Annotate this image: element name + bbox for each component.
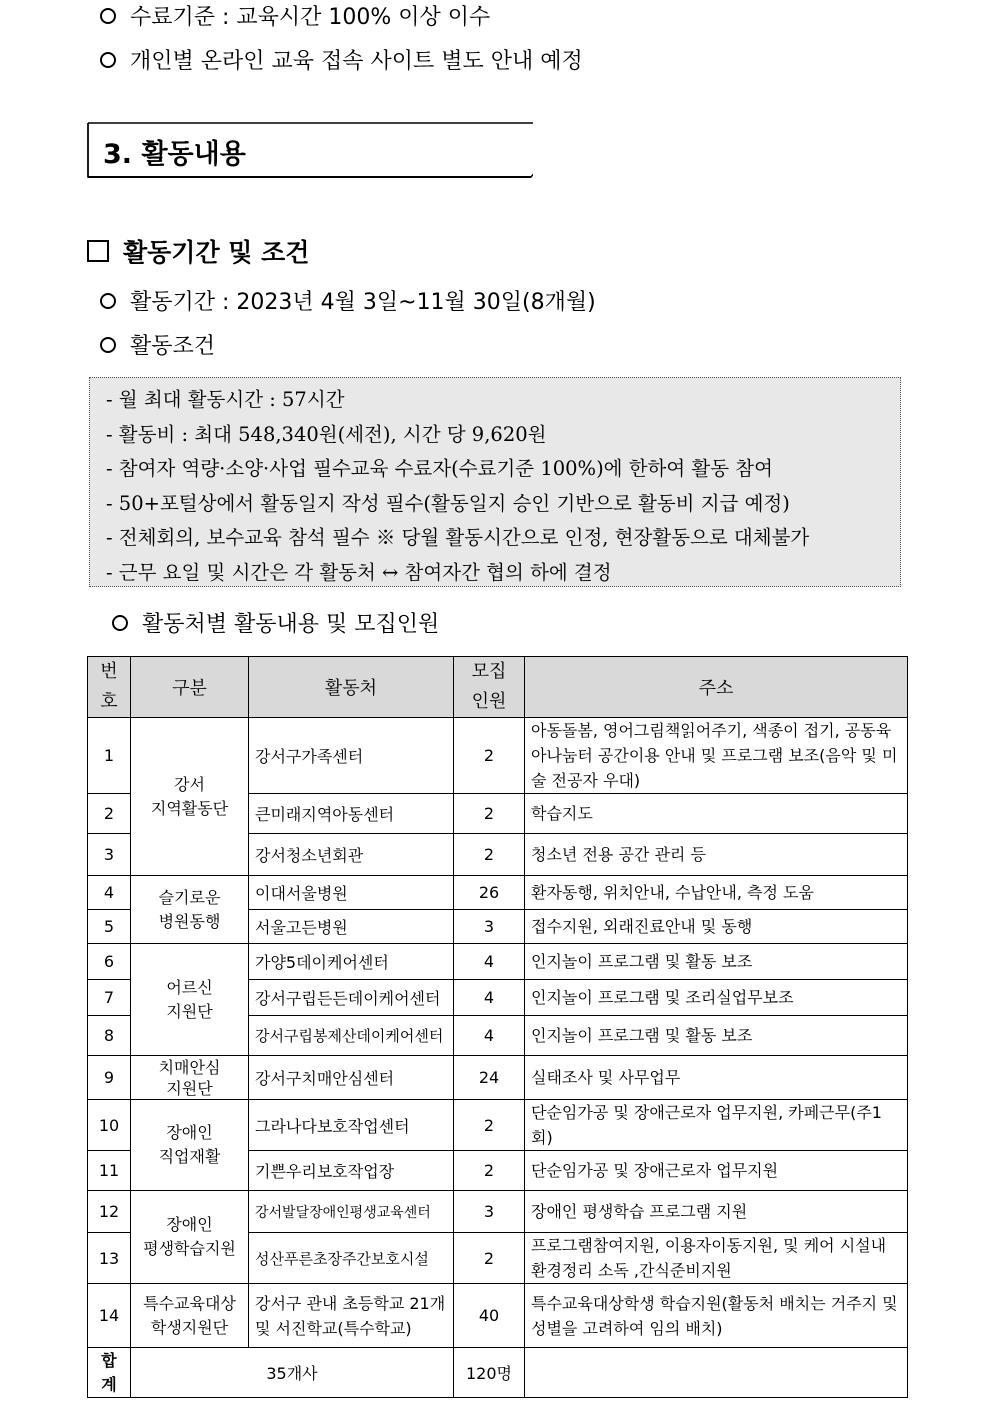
row-desc: 인지놀이 프로그램 및 조리실업무보조 (525, 980, 908, 1016)
row-place: 강서구 관내 초등학교 21개 및 서진학교(특수학교) (249, 1284, 454, 1348)
total-label: 합 계 (88, 1348, 131, 1398)
total-places: 35개사 (131, 1348, 454, 1398)
row-desc: 접수지원, 외래진료안내 및 동행 (525, 910, 908, 944)
table-row (88, 1284, 908, 1348)
row-no: 3 (88, 834, 131, 876)
row-place: 강서청소년회관 (249, 834, 454, 876)
group-cell: 특수교육대상 학생지원단 (131, 1284, 249, 1348)
row-place: 가양5데이케어센터 (249, 944, 454, 980)
group-cell: 치매안심 지원단 (131, 1056, 249, 1100)
row-desc: 인지놀이 프로그램 및 활동 보조 (525, 1016, 908, 1056)
circle-bullet-icon (100, 337, 116, 353)
row-place: 성산푸른초장주간보호시설 (249, 1233, 454, 1284)
activity-table (87, 656, 908, 1398)
bullet-text: 개인별 온라인 교육 접속 사이트 별도 안내 예정 (130, 49, 583, 74)
row-place: 강서발달장애인평생교육센터 (249, 1191, 454, 1233)
group-cell: 강서 지역활동단 (131, 718, 249, 876)
row-place: 큰미래지역아동센터 (249, 794, 454, 834)
period-heading-text: 활동기간 및 조건 (123, 238, 310, 267)
row-count: 2 (454, 1151, 525, 1191)
row-desc: 아동돌봄, 영어그림책읽어주기, 색종이 접기, 공동육아나눔터 공간이용 안내 및 프로그램 보조(음악 및 미술 전공자 우대) (525, 718, 908, 794)
condition-item: - 참여자 역량·소양·사업 필수교육 수료자(수료기준 100%)에 한하여 활동 참여 (106, 457, 773, 480)
bullet-table-heading (112, 607, 439, 638)
row-desc: 특수교육대상학생 학습지원(활동처 배치는 거주지 및 성별을 고려하여 임의 배치) (525, 1284, 908, 1348)
row-desc: 단순임가공 및 장애근로자 업무지원 (525, 1151, 908, 1191)
total-empty (525, 1348, 908, 1398)
group-cell: 장애인 평생학습지원 (131, 1191, 249, 1284)
row-no: 10 (88, 1100, 131, 1151)
header-category: 구분 (131, 657, 249, 718)
total-count: 120명 (454, 1348, 525, 1398)
row-place: 강서구치매안심센터 (249, 1056, 454, 1100)
group-cell: 장애인 직업재활 (131, 1100, 249, 1191)
row-count: 24 (454, 1056, 525, 1100)
bullet-text: 활동처별 활동내용 및 모집인원 (142, 612, 440, 637)
period-heading (87, 233, 309, 269)
row-no: 8 (88, 1016, 131, 1056)
bullet-text: 활동기간 : 2023년 4월 3일~11월 30일(8개월) (130, 290, 596, 315)
table-row (88, 718, 908, 794)
row-count: 2 (454, 1233, 525, 1284)
group-cell: 어르신 지원단 (131, 944, 249, 1056)
row-count: 4 (454, 944, 525, 980)
row-no: 9 (88, 1056, 131, 1100)
row-place: 강서구립든든데이케어센터 (249, 980, 454, 1016)
circle-bullet-icon (100, 52, 116, 68)
row-count: 3 (454, 1191, 525, 1233)
row-count: 2 (454, 834, 525, 876)
header-no: 번 호 (88, 657, 131, 718)
table-row (88, 1100, 908, 1151)
section-title: 3. 활동내용 (103, 139, 246, 170)
row-no: 1 (88, 718, 131, 794)
condition-item: - 월 최대 활동시간 : 57시간 (106, 388, 345, 411)
row-no: 4 (88, 876, 131, 910)
table-row (88, 1191, 908, 1233)
header-place: 활동처 (249, 657, 454, 718)
conditions-box (89, 377, 901, 587)
row-desc: 실태조사 및 사무업무 (525, 1056, 908, 1100)
row-count: 4 (454, 980, 525, 1016)
condition-item: - 50+포털상에서 활동일지 작성 필수(활동일지 승인 기반으로 활동비 지급 예정) (106, 491, 790, 515)
bullet-online-site (100, 44, 583, 75)
bullet-completion-criteria (100, 0, 490, 31)
row-no: 14 (88, 1284, 131, 1348)
row-place: 이대서울병원 (249, 876, 454, 910)
row-desc: 청소년 전용 공간 관리 등 (525, 834, 908, 876)
row-desc: 프로그램참여지원, 이용자이동지원, 및 케어 시설내 환경정리 소독 ,간식준비지원 (525, 1233, 908, 1284)
row-count: 4 (454, 1016, 525, 1056)
row-no: 5 (88, 910, 131, 944)
row-place: 강서구립봉제산데이케어센터 (249, 1016, 454, 1056)
row-place: 기쁜우리보호작업장 (249, 1151, 454, 1191)
circle-bullet-icon (100, 293, 116, 309)
row-no: 12 (88, 1191, 131, 1233)
row-count: 3 (454, 910, 525, 944)
row-desc: 단순임가공 및 장애근로자 업무지원, 카페근무(주1회) (525, 1100, 908, 1151)
row-place: 서울고든병원 (249, 910, 454, 944)
row-count: 2 (454, 794, 525, 834)
circle-bullet-icon (112, 615, 128, 631)
row-place: 그라나다보호작업센터 (249, 1100, 454, 1151)
table-header-row (88, 657, 908, 718)
bullet-activity-period (100, 285, 596, 316)
condition-item: - 활동비 : 최대 548,340원(세전), 시간 당 9,620원 (106, 422, 547, 446)
bullet-text: 활동조건 (130, 334, 216, 359)
circle-bullet-icon (100, 8, 116, 24)
row-no: 13 (88, 1233, 131, 1284)
header-address: 주소 (525, 657, 908, 718)
row-desc: 장애인 평생학습 프로그램 지원 (525, 1191, 908, 1233)
row-count: 26 (454, 876, 525, 910)
header-count: 모집 인원 (454, 657, 525, 718)
table-total-row (88, 1348, 908, 1398)
checkbox-square-icon (87, 240, 109, 262)
condition-item: - 근무 요일 및 시간은 각 활동처 ↔ 참여자간 협의 하에 결정 (106, 560, 612, 584)
table-row (88, 944, 908, 980)
row-no: 6 (88, 944, 131, 980)
row-desc: 인지놀이 프로그램 및 활동 보조 (525, 944, 908, 980)
group-cell: 슬기로운 병원동행 (131, 876, 249, 944)
bullet-text: 수료기준 : 교육시간 100% 이상 이수 (130, 5, 491, 30)
table-row (88, 876, 908, 910)
row-count: 40 (454, 1284, 525, 1348)
row-no: 11 (88, 1151, 131, 1191)
row-count: 2 (454, 1100, 525, 1151)
row-count: 2 (454, 718, 525, 794)
row-desc: 환자동행, 위치안내, 수납안내, 측정 도움 (525, 876, 908, 910)
table-row (88, 1056, 908, 1100)
row-no: 7 (88, 980, 131, 1016)
row-desc: 학습지도 (525, 794, 908, 834)
bullet-activity-conditions (100, 329, 215, 360)
row-place: 강서구가족센터 (249, 718, 454, 794)
section-header (87, 122, 533, 178)
row-no: 2 (88, 794, 131, 834)
condition-item: - 전체회의, 보수교육 참석 필수 ※ 당월 활동시간으로 인정, 현장활동으로 대체불가 (106, 526, 810, 549)
